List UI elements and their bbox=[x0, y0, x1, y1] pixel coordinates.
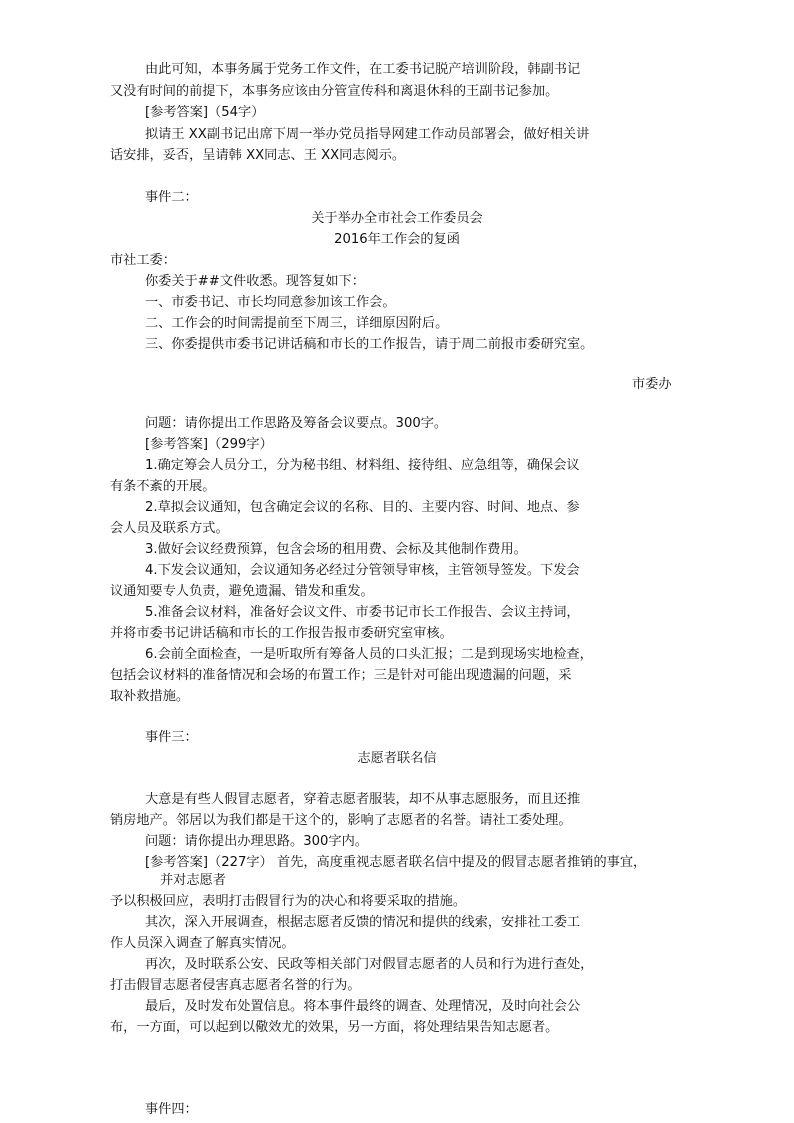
paragraph-line: 5.准备会议材料，准备好会议文件、市委书记市长工作报告、会议主持词， bbox=[145, 605, 580, 620]
paragraph-line: 议通知要专人负责，避免遗漏、错发和重发。 bbox=[110, 584, 374, 599]
paragraph-line: 又没有时间的前提下，本事务应该由分管宣传科和离退休科的王副书记参加。 bbox=[110, 84, 559, 99]
paragraph-line: 你委关于##文件收悉。现答复如下： bbox=[145, 274, 365, 289]
paragraph-line: 予以积极回应，表明打击假冒行为的决心和将要采取的措施。 bbox=[110, 894, 467, 909]
salutation: 市社工委： bbox=[110, 253, 176, 268]
question: 问题：请你提出办理思路。300字内。 bbox=[145, 834, 368, 849]
paragraph-line: 4.下发会议通知，会议通知务必经过分管领导审核，主管领导签发。下发会 bbox=[145, 563, 580, 578]
event-heading: 事件四： bbox=[145, 1102, 198, 1117]
question: 问题：请你提出工作思路及筹备会议要点。300字。 bbox=[145, 416, 448, 431]
paragraph-line: 打击假冒志愿者侵害真志愿者名誉的行为。 bbox=[110, 978, 361, 993]
answer-label: [参考答案]（54字） bbox=[145, 105, 265, 120]
paragraph-line: 有条不紊的开展。 bbox=[110, 479, 216, 494]
paragraph-line: 并将市委书记讲话稿和市长的工作报告报市委研究室审核。 bbox=[110, 626, 453, 641]
answer-label: [参考答案]（299字） bbox=[145, 437, 273, 452]
paragraph-line: 最后，及时发布处置信息。将本事件最终的调查、处理情况，及时向社会公 bbox=[145, 999, 581, 1014]
paragraph-line: 布，一方面，可以起到以儆效尤的效果，另一方面，将处理结果告知志愿者。 bbox=[110, 1020, 559, 1035]
document-title: 关于举办全市社会工作委员会 bbox=[311, 211, 483, 226]
paragraph-line: 二、工作会的时间需提前至下周三，详细原因附后。 bbox=[145, 316, 449, 331]
event-heading: 事件二： bbox=[145, 190, 198, 205]
paragraph-line: 3.做好会议经费预算，包含会场的租用费、会标及其他制作费用。 bbox=[145, 542, 527, 557]
signature: 市委办 bbox=[632, 377, 672, 392]
paragraph-line: 拟请王 XX副书记出席下周一举办党员指导网建工作动员部署会，做好相关讲 bbox=[145, 127, 590, 142]
paragraph-line: 一、市委书记、市长均同意参加该工作会。 bbox=[145, 295, 396, 310]
paragraph-line: 其次，深入开展调查，根据志愿者反馈的情况和提供的线索，安排社工委工 bbox=[145, 915, 581, 930]
paragraph-line: 会人员及联系方式。 bbox=[110, 521, 229, 536]
paragraph-line: 三、你委提供市委书记讲话稿和市长的工作报告，请于周二前报市委研究室。 bbox=[145, 337, 594, 352]
paragraph-line: 由此可知，本事务属于党务工作文件，在工委书记脱产培训阶段，韩副书记 bbox=[145, 62, 581, 77]
paragraph-line: 再次，及时联系公安、民政等相关部门对假冒志愿者的人员和行为进行查处， bbox=[145, 957, 594, 972]
paragraph-line: 6.会前全面检查，一是听取所有筹备人员的口头汇报；二是到现场实地检查， bbox=[145, 647, 593, 662]
document-title: 志愿者联名信 bbox=[357, 751, 437, 766]
paragraph-line: 话安排，妥否，呈请韩 XX同志、王 XX同志阅示。 bbox=[110, 148, 406, 163]
paragraph-line: 取补救措施。 bbox=[110, 689, 190, 704]
paragraph-line: 包括会议材料的准备情况和会场的布置工作；三是针对可能出现遗漏的问题，采 bbox=[110, 668, 572, 683]
paragraph-line: 2.草拟会议通知，包含确定会议的名称、目的、主要内容、时间、地点、参 bbox=[145, 500, 580, 515]
paragraph-line: 大意是有些人假冒志愿者，穿着志愿者服装，却不从事志愿服务，而且还推 bbox=[145, 792, 581, 807]
paragraph-line: 1.确定筹会人员分工，分为秘书组、材料组、接待组、应急组等，确保会议 bbox=[145, 458, 580, 473]
paragraph-line: 并对志愿者 bbox=[160, 873, 226, 888]
paragraph-line: 作人员深入调查了解真实情况。 bbox=[110, 936, 295, 951]
paragraph-line: 销房地产。邻居以为我们都是干这个的，影响了志愿者的名誉。请社工委处理。 bbox=[110, 813, 572, 828]
answer-label: [参考答案]（227字） 首先，高度重视志愿者联名信中提及的假冒志愿者推销的事宜， bbox=[145, 855, 647, 870]
document-title: 2016年工作会的复函 bbox=[334, 232, 460, 247]
event-heading: 事件三： bbox=[145, 730, 198, 745]
